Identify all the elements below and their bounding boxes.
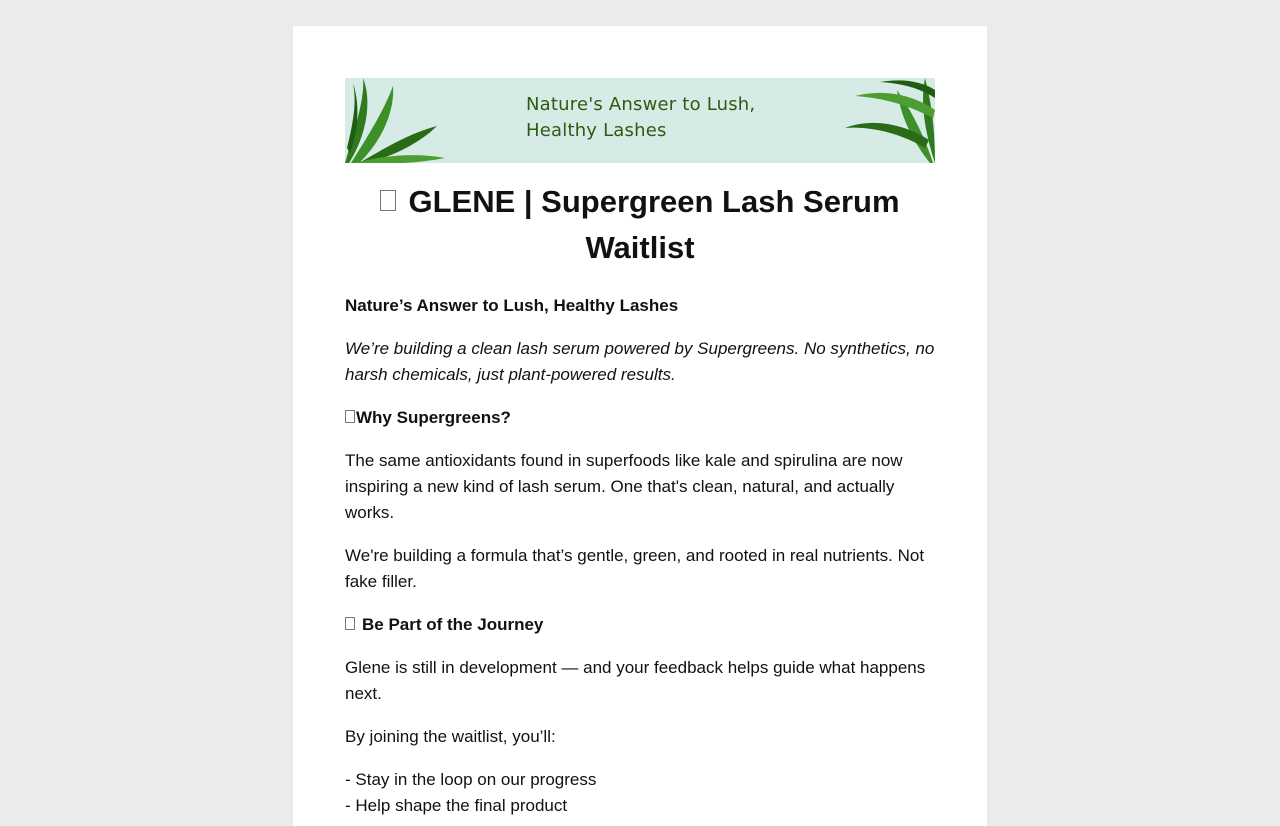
form-page [293,26,987,826]
leaf-left-icon [345,78,455,163]
why-heading [345,405,935,431]
intro-text: We’re building a clean lash serum powered by Supergreens. No synthetics, no harsh chemicals, just plant-powered results. [345,339,935,384]
form-subtitle: Nature’s Answer to Lush, Healthy Lashes [345,296,679,315]
leaf-right-icon [825,78,935,163]
form-content [345,78,935,819]
banner-tagline: Nature's Answer to Lush, Healthy Lashes [526,94,756,141]
why-paragraph-1: The same antioxidants found in superfoods like kale and spirulina are now inspiring a new kind of lash serum. One that's clean, natural, and actually works. [345,451,903,522]
benefits-list [345,767,935,819]
form-title [345,179,935,271]
journey-paragraph-2: By joining the waitlist, you’ll: [345,727,556,746]
form-title-text: GLENE | Supergreen Lash Serum Waitlist [408,184,900,265]
list-item: - Help shape the final product [345,796,568,815]
journey-heading [345,612,935,638]
emoji-placeholder-icon [380,190,396,211]
emoji-placeholder-icon [345,617,355,630]
header-banner [345,78,935,163]
why-paragraph-2: We're building a formula that’s gentle, green, and rooted in real nutrients. Not fake filler. [345,546,925,591]
journey-paragraph-1: Glene is still in development — and your feedback helps guide what happens next. [345,658,926,703]
list-item: - Stay in the loop on our progress [345,770,597,789]
journey-heading-text: Be Part of the Journey [362,615,544,634]
why-heading-text: Why Supergreens? [356,408,511,427]
emoji-placeholder-icon [345,410,355,423]
